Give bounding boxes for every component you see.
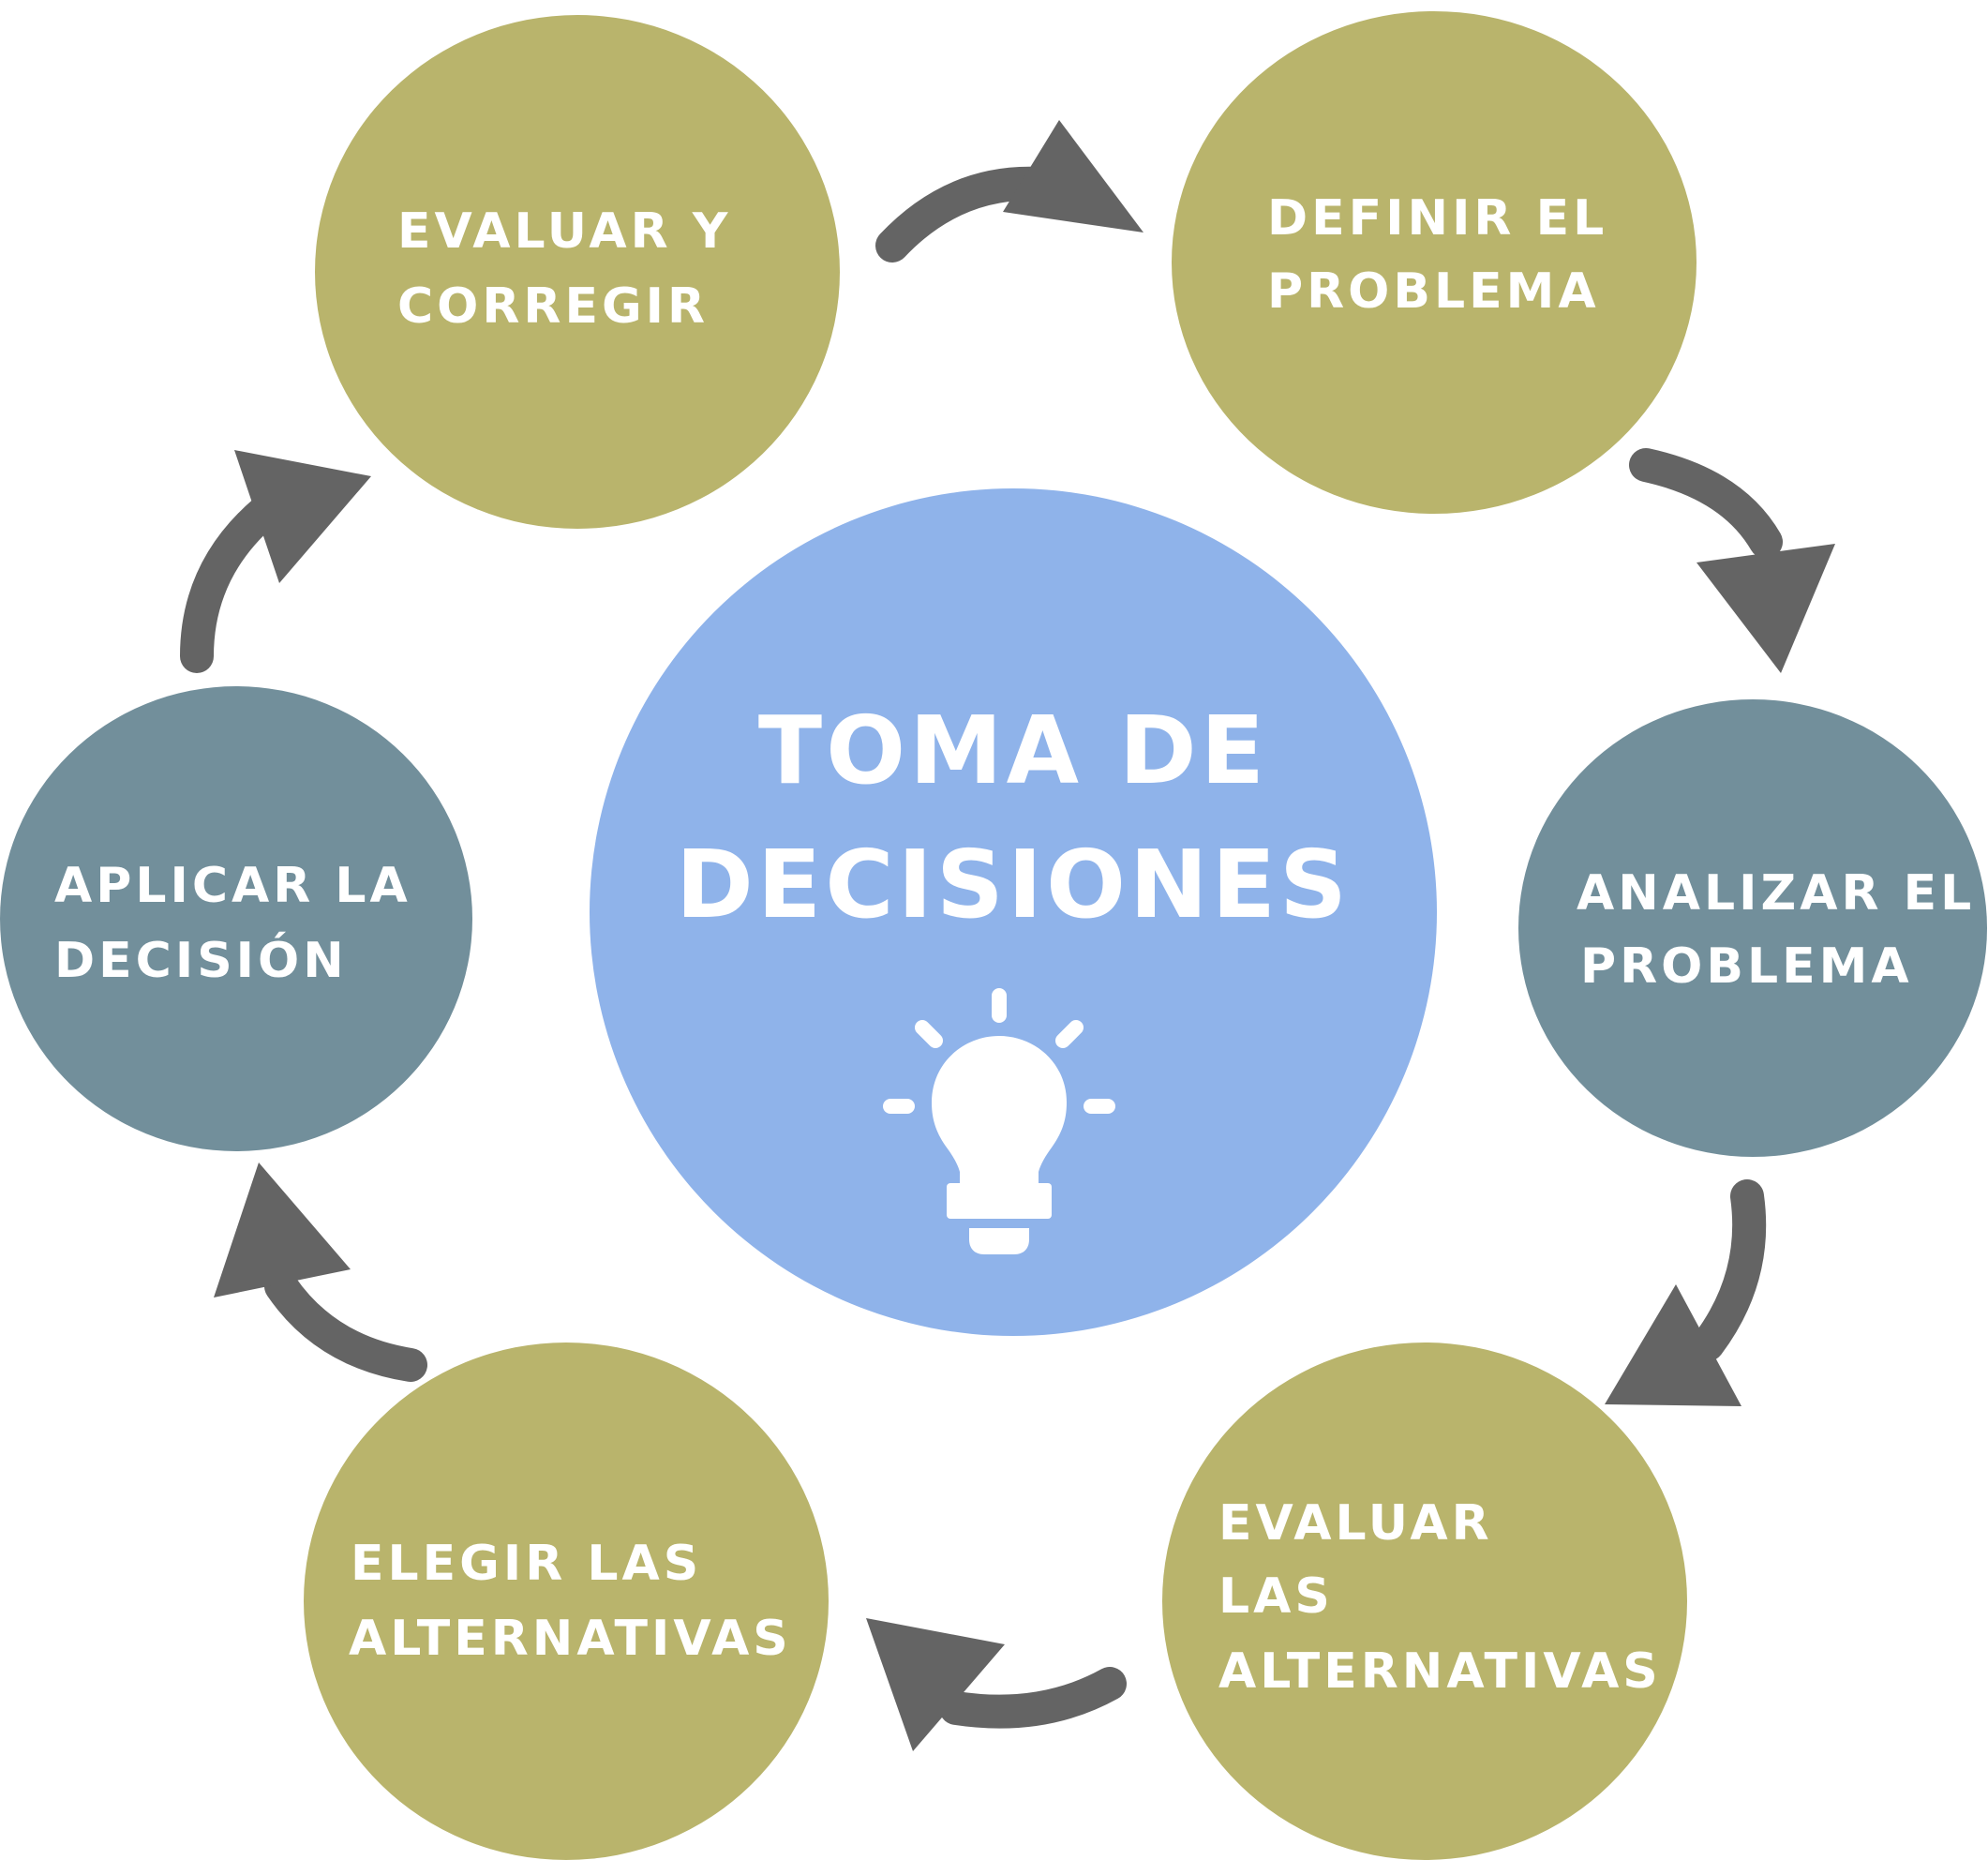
step-label-line1: DEFINIR EL (1267, 190, 1608, 247)
step-evaluate-alternatives (1162, 1342, 1687, 1860)
step-label-line1: EVALUAR Y (397, 203, 732, 260)
arrow-icon (1646, 465, 1835, 673)
step-choose-alternatives (304, 1342, 829, 1860)
step-circle (0, 686, 472, 1151)
step-circle (1518, 699, 1987, 1157)
step-label-line1: EVALUAR (1218, 1495, 1493, 1552)
step-circle (1172, 11, 1697, 514)
step-define-problem (1172, 11, 1697, 514)
arrow-icon (197, 450, 371, 656)
step-circle (304, 1342, 829, 1860)
arrow-icon (1605, 1196, 1749, 1406)
step-label-line2: LAS (1218, 1568, 1334, 1625)
step-analyze-problem (1518, 699, 1987, 1157)
center-title-line1: TOMA DE (757, 696, 1269, 805)
step-label-line2: DECISIÓN (54, 933, 348, 989)
step-label-line3: ALTERNATIVAS (1218, 1643, 1662, 1700)
step-apply-decision (0, 686, 472, 1151)
center-node (590, 488, 1437, 1336)
step-label-line2: PROBLEMA (1267, 263, 1600, 320)
step-label-line2: ALTERNATIVAS (349, 1611, 792, 1667)
step-label-line1: APLICAR LA (54, 858, 411, 914)
arrow-icon (214, 1162, 411, 1365)
step-label-line1: ANALIZAR EL (1577, 865, 1976, 922)
step-evaluate-correct (315, 15, 840, 529)
step-circle (315, 15, 840, 529)
arrow-icon (866, 1618, 1110, 1751)
step-label-line1: ELEGIR LAS (351, 1536, 703, 1592)
arrow-icon (892, 120, 1143, 246)
step-label-line2: CORREGIR (397, 278, 710, 335)
center-title-line2: DECISIONES (675, 830, 1352, 939)
step-label-line2: PROBLEMA (1580, 938, 1913, 995)
